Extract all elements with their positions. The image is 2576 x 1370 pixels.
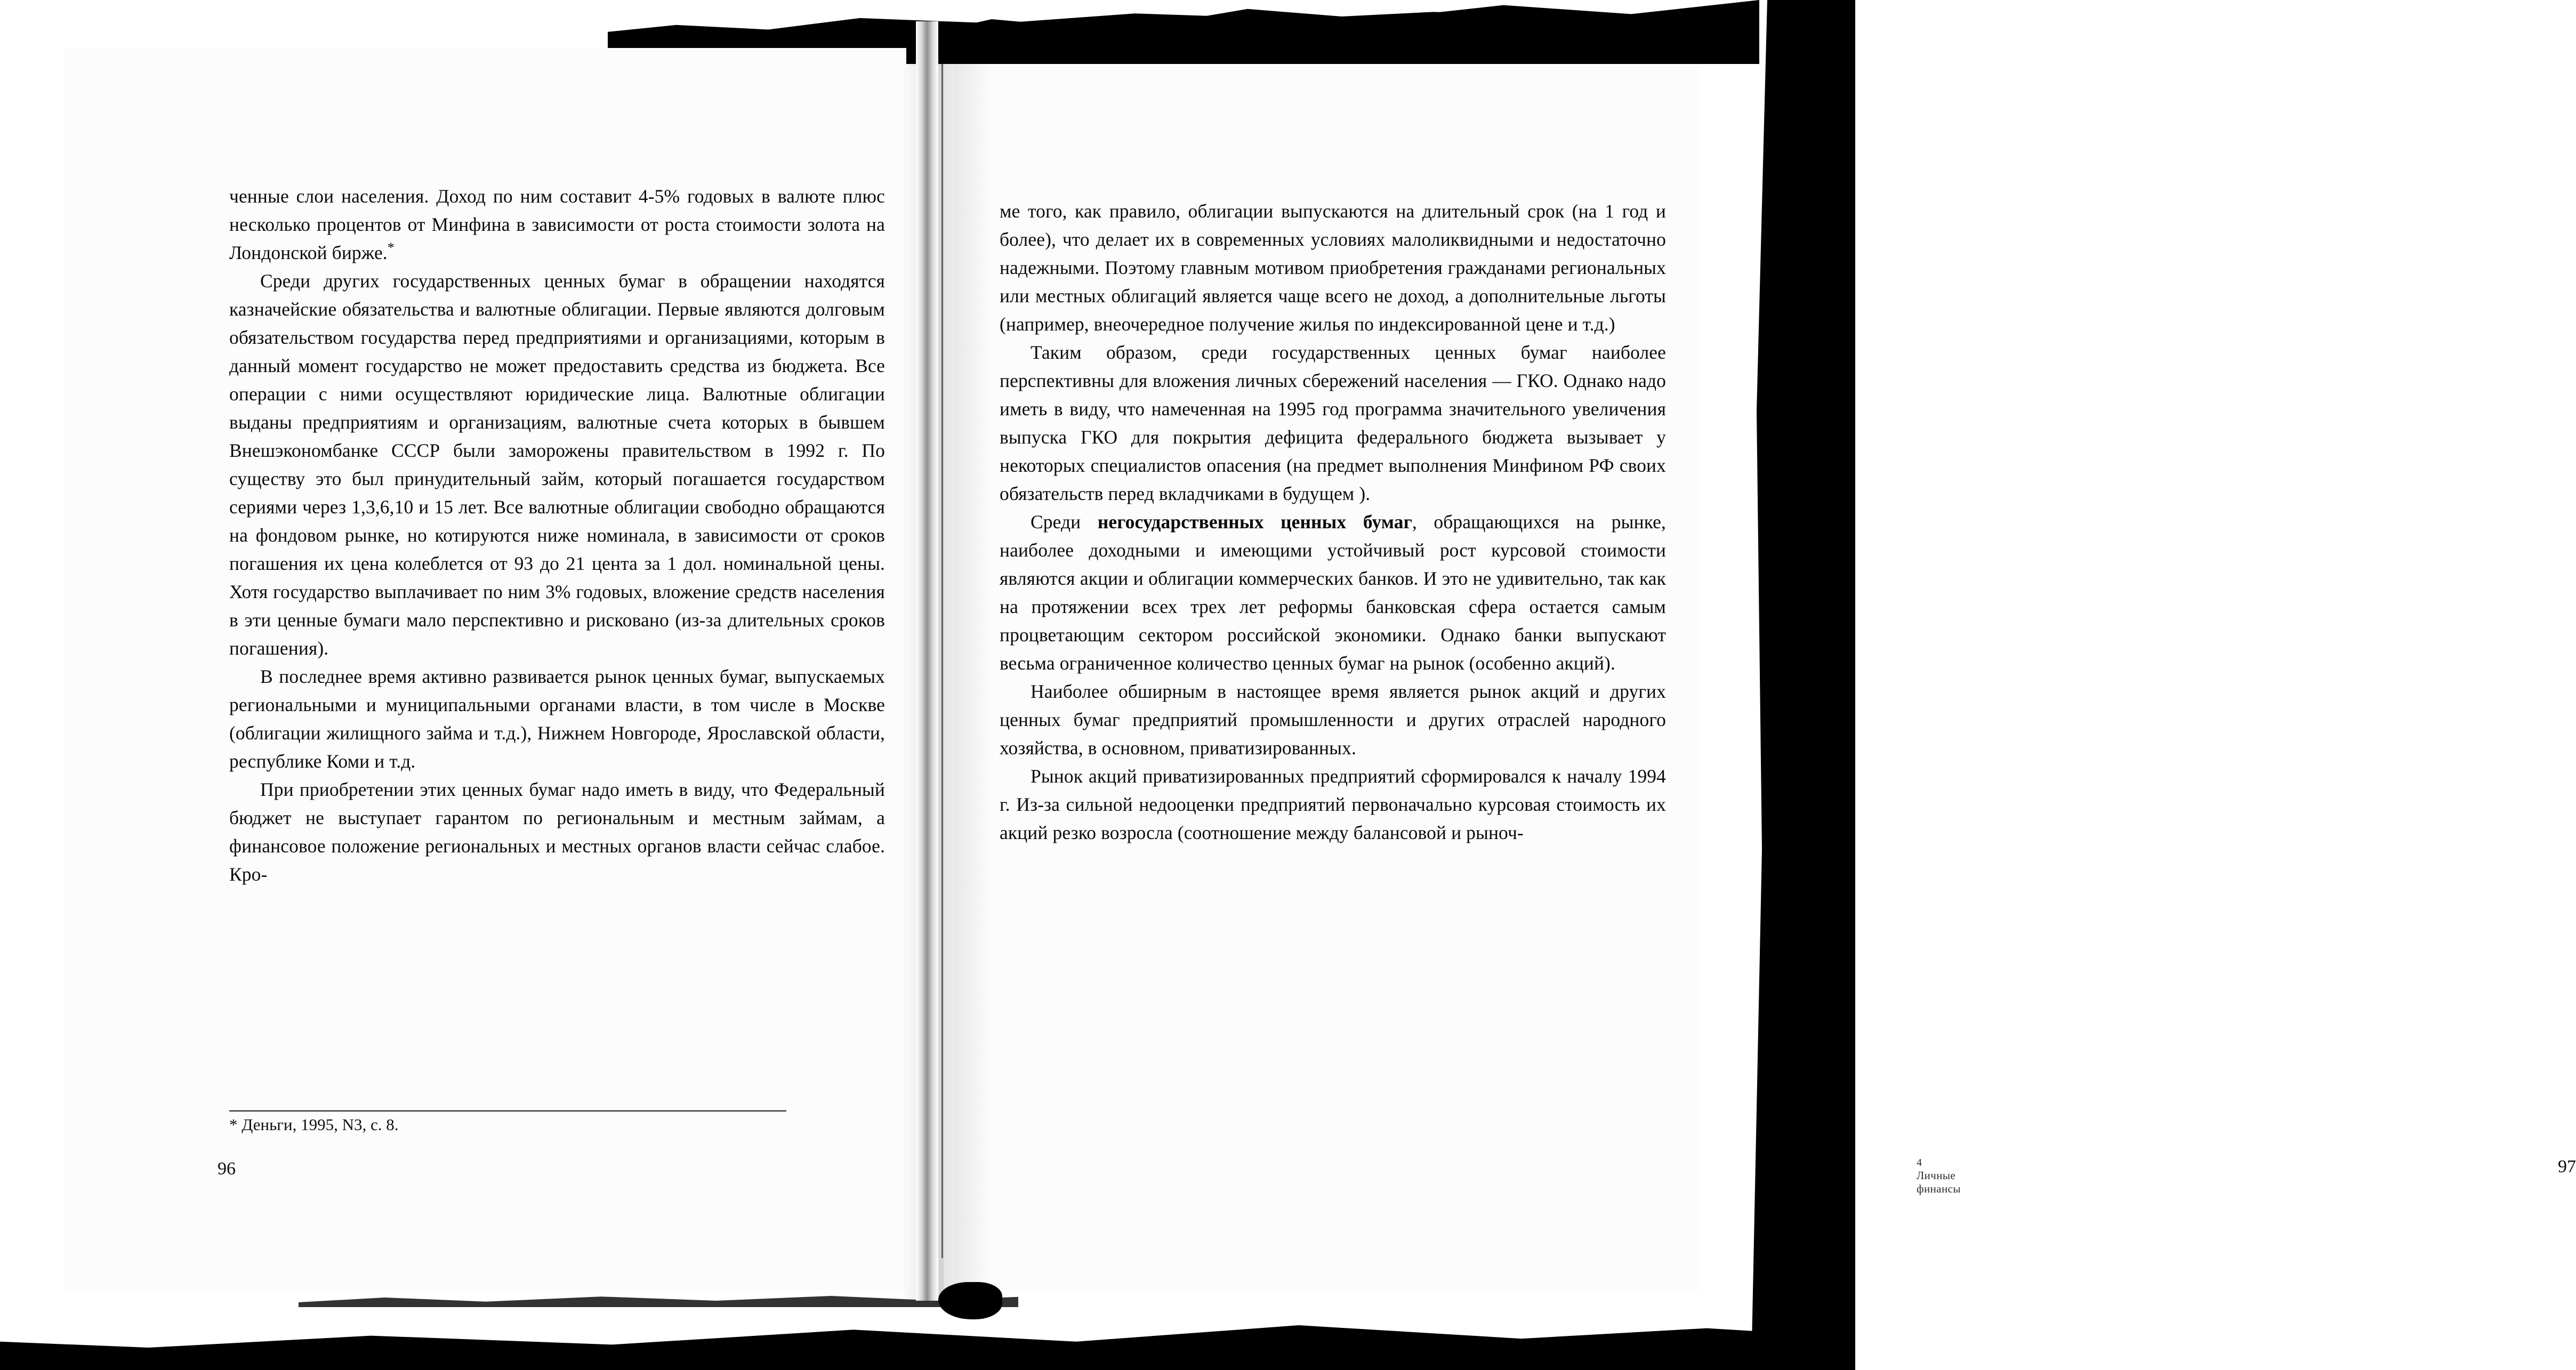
page-left [0, 0, 928, 1370]
paragraph: Таким образом, среди государственных ценных бумаг наиболее перспективны для вложения личных сбережений населения — ГКО. Однако надо иметь в виду, что намеченная на 1995 год программа значительного увеличения выпуска ГКО для покрытия дефицита федерального бюджета вызывает у некоторых специалистов опасения (на предмет выполнения Минфином РФ своих обязательств перед вкладчиками в будущем ). [1000, 342, 1666, 504]
footnote-text: * Деньги, 1995, N3, с. 8. [229, 1115, 399, 1134]
page-right [938, 0, 2576, 1370]
page-number-left: 96 [218, 1159, 236, 1179]
footnote-divider [229, 1110, 786, 1111]
body-text-right [1000, 197, 1666, 847]
page-number-right: 97 [2558, 1157, 2576, 1176]
paragraph-with-bold [1000, 508, 1666, 678]
paragraph: Среди других государственных ценных бумаг в обращении находятся казначейские обязательства и валютные облигации. Первые являются долговым обязательством государства перед предприятиями и организациями, которым в данный момент государство не может предоставить средства из бюджета. Все операции с ними осуществляют юридические лица. Валютные облигации выданы предприятиям и организациям, валютные счета которых в бывшем Внешэкономбанке СССР были заморожены правительством в 1992 г. По существу это был принудительный займ, который погашается государством сериями через 1,3,6,10 и 15 лет. Все валютные облигации свободно обращаются на фондовом рынке, но котируются ниже номинала, в зависимости от сроков погашения их цена колеблется от 93 до 21 цента за 1 дол. номинальной цены. Хотя государство выплачивает по ним 3% годовых, вложение средств населения в эти ценные бумаги мало перспективно и рисковано (из-за длительных сроков погашения). [229, 270, 885, 659]
running-footer-label: Личные финансы [1917, 1169, 1961, 1195]
paragraph: Наиболее обширным в настоящее время является рынок акций и других ценных бумаг предприятий промышленности и других отраслей народного хозяйства, в основном, приватизированных. [1000, 681, 1666, 759]
footnote-marker: * [387, 240, 395, 256]
body-text-left [229, 182, 885, 889]
paragraph: Рынок акций приватизированных предприятий сформировался к началу 1994 г. Из-за сильной недооценки предприятий первоначально курсовая стоимость их акций резко возросла (соотношение между балансовой и рыноч- [1000, 765, 1666, 843]
paragraph: В последнее время активно развивается рынок ценных бумаг, выпускаемых региональными и муниципальными органами власти, в том числе в Москве (облигации жилищного займа и т.д.), Нижнем Новгороде, Ярославской области, республике Коми и т.д. [229, 666, 885, 772]
footer-mark-icon: 4 [1917, 1157, 1922, 1168]
paragraph: ме того, как правило, облигации выпускаются на длительный срок (на 1 год и более), что делает их в современных условиях малоликвидными и недостаточно надежными. Поэтому главным мотивом приобретения гражданами региональных или местных облигаций является чаще всего не доход, а дополнительные льготы (например, внеочередное получение жилья по индексированной цене и т.д.) [1000, 200, 1666, 335]
paragraph-text-before: Среди [1031, 511, 1098, 533]
paragraph-text: ченные слои населения. Доход по ним составит 4-5% годовых в валюте плюс несколько процентов от Минфина в зависимости от роста стоимости золота на Лондонской бирже. [229, 186, 885, 263]
paragraph: При приобретении этих ценных бумаг надо иметь в виду, что Федеральный бюджет не выступает гарантом по региональным и местным займам, а финансовое положение региональных и местных органов власти сейчас слабое. Кро- [229, 779, 885, 885]
paragraph [229, 182, 885, 267]
paragraph-text-after: , обращающихся на рынке, наиболее доходными и имеющими устойчивый рост курсовой стоимости являются акции и облигации коммерческих банков. И это не удивительно, так как на протяжении всех трех лет реформы банковская сфера остается самым процветающим сектором российской экономики. Однако банки выпускают весьма ограниченное количество ценных бумаг на рынок (особенно акций). [1000, 511, 1666, 674]
running-footer-right [1917, 1156, 1961, 1196]
bold-term: негосударственных ценных бумаг [1097, 511, 1412, 533]
